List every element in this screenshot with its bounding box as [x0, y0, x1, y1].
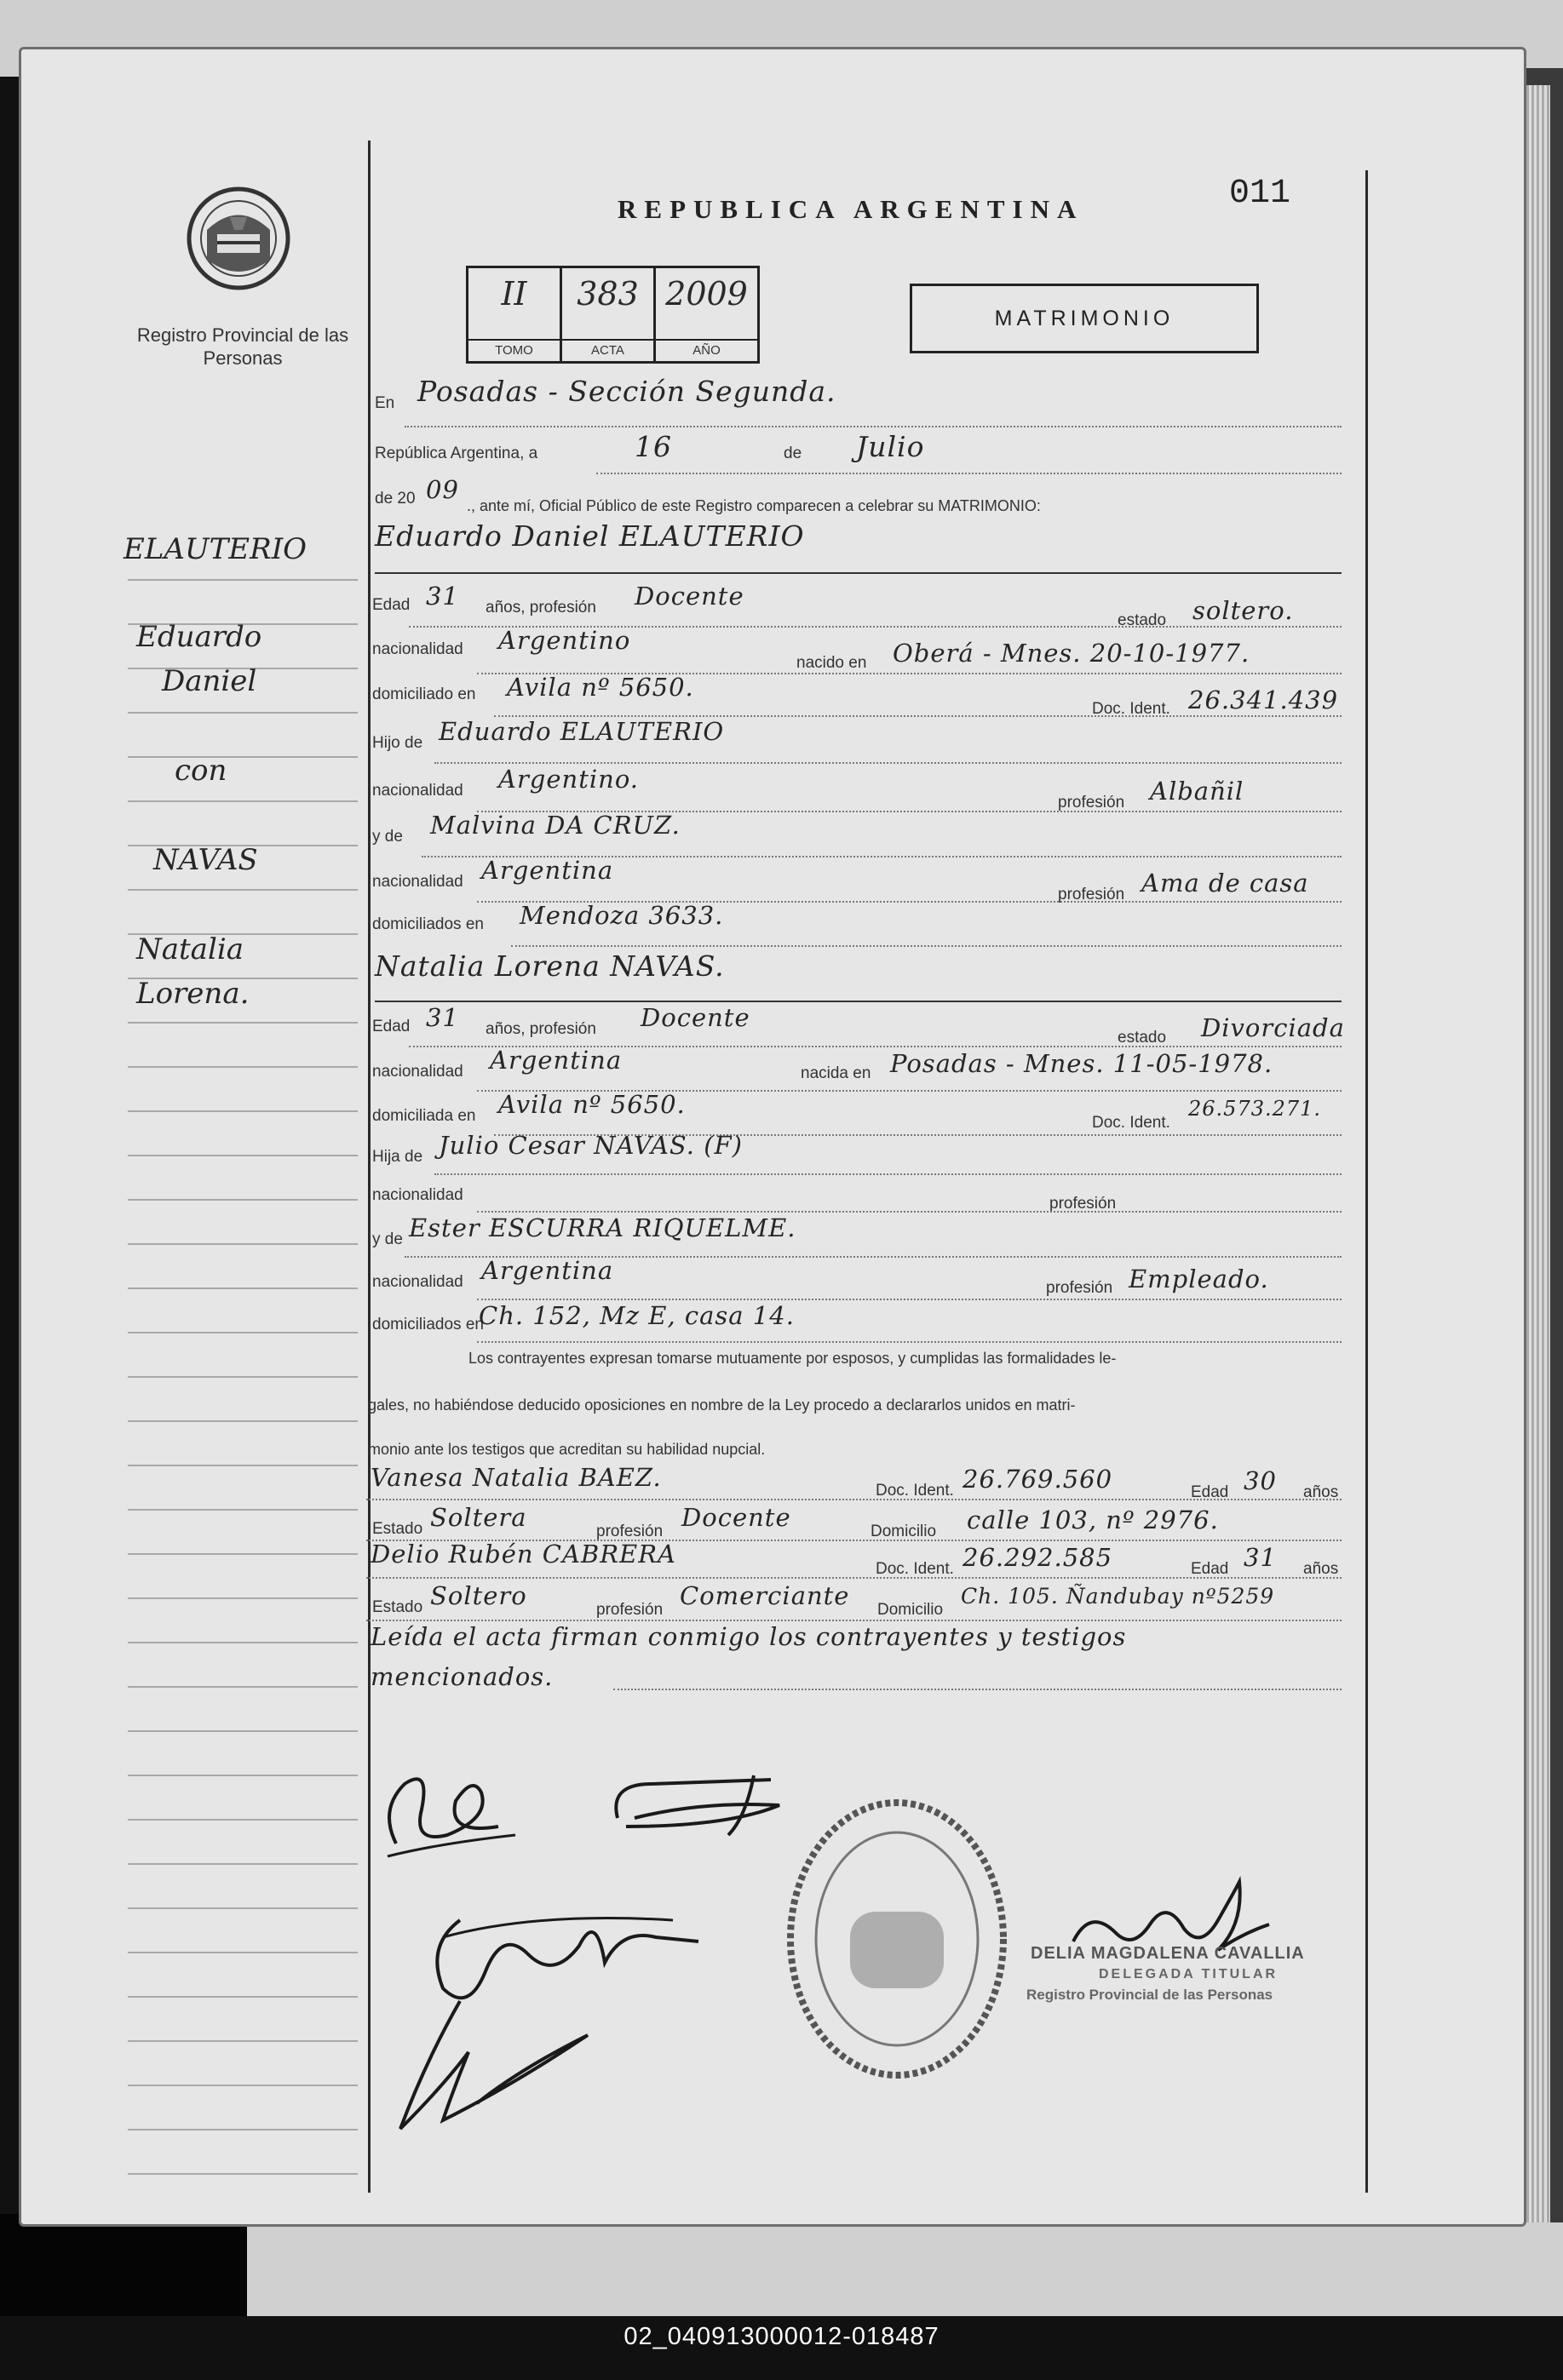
background-bottom-left — [0, 2214, 247, 2316]
groom-address-value: Avila nº 5650. — [507, 673, 694, 702]
month-value: Julio — [856, 430, 925, 463]
margin-ruled-line — [128, 1509, 358, 1511]
year-suffix-value: 09 — [426, 475, 459, 504]
groom-birth-value: Oberá - Mnes. 20-10-1977. — [893, 639, 1250, 668]
label-profesion: profesión — [1046, 1279, 1113, 1297]
label-de-month: de — [784, 444, 802, 462]
margin-ruled-line — [128, 756, 358, 758]
label-edad: Edad — [372, 596, 411, 614]
label-doc-ident: Doc. Ident. — [1092, 700, 1170, 718]
official-office: Registro Provincial de las Personas — [1026, 1987, 1273, 2003]
label-profesion: profesión — [1049, 1195, 1117, 1213]
witness-2-status: Soltero — [430, 1581, 527, 1610]
provincial-seal-icon — [183, 183, 294, 298]
label-anos: años — [1303, 1560, 1339, 1578]
groom-mother-nationality-value: Argentina — [481, 856, 614, 885]
dotted-line — [613, 1689, 1342, 1690]
margin-ruled-line — [128, 1553, 358, 1555]
margin-ruled-line — [128, 889, 358, 891]
witness-1-status: Soltera — [430, 1503, 527, 1532]
margin-name-1: Eduardo — [136, 620, 262, 654]
label-nacionalidad: nacionalidad — [372, 1273, 463, 1291]
label-y-de: y de — [372, 1230, 403, 1248]
dotted-line — [596, 473, 1342, 474]
margin-ruled-line — [128, 1863, 358, 1865]
dotted-line — [477, 1341, 1342, 1343]
groom-profession-value: Docente — [635, 582, 744, 611]
margin-ruled-line — [128, 1287, 358, 1289]
label-hijo-de: Hijo de — [372, 734, 423, 752]
label-estado: estado — [1118, 1029, 1167, 1047]
acta-label: ACTA — [562, 339, 653, 361]
groom-father-nationality-value: Argentino. — [498, 765, 639, 794]
dotted-line — [375, 1001, 1342, 1002]
acta-cell — [562, 268, 656, 361]
margin-ruled-line — [128, 1332, 358, 1333]
label-nacionalidad: nacionalidad — [372, 782, 463, 800]
margin-ruled-line — [128, 1819, 358, 1821]
margin-ruled-line — [128, 1243, 358, 1245]
margin-surname-2: NAVAS — [153, 843, 258, 877]
label-estado: estado — [1118, 611, 1167, 629]
dotted-line — [477, 1299, 1342, 1300]
label-anos-profesion: años, profesión — [486, 599, 596, 617]
left-column-border — [368, 141, 371, 2193]
witness-2-address: Ch. 105. Ñandubay nº5259 — [961, 1584, 1275, 1609]
margin-ruled-line — [128, 1110, 358, 1112]
label-profesion: profesión — [596, 1601, 664, 1619]
margin-ruled-line — [128, 2173, 358, 2175]
official-stamp-icon — [782, 1792, 1012, 2086]
margin-ruled-line — [128, 2129, 358, 2131]
groom-father-profession-value: Albañil — [1150, 777, 1244, 806]
groom-parents-address-value: Mendoza 3633. — [520, 901, 724, 930]
label-estado-cap: Estado — [372, 1598, 423, 1616]
declaration-line-2: gales, no habiéndose deducido oposiciones en nombre de la Ley procedo a declararlos unidos en matri- — [368, 1396, 1076, 1414]
label-domicilio: Domicilio — [877, 1601, 944, 1619]
bride-nationality-value: Argentina — [490, 1046, 623, 1075]
bride-age-value: 31 — [426, 1003, 459, 1032]
anio-value: 2009 — [665, 275, 748, 313]
day-value: 16 — [635, 430, 672, 463]
label-edad: Edad — [1191, 1560, 1229, 1578]
tomo-value: II — [501, 275, 527, 313]
margin-ruled-line — [128, 1376, 358, 1378]
bride-name-value: Natalia Lorena NAVAS. — [375, 949, 725, 983]
official-name: DELIA MAGDALENA CAVALLIA — [1031, 1944, 1305, 1963]
groom-mother-profession-value: Ama de casa — [1141, 869, 1309, 898]
signature-witness-2 — [392, 1993, 596, 2137]
groom-age-value: 31 — [426, 582, 459, 611]
place-value: Posadas - Sección Segunda. — [417, 375, 836, 408]
label-ante-mi: ., ante mí, Oficial Público de este Registro comparecen a celebrar su MATRIMONIO: — [467, 497, 1041, 514]
label-anos-profesion: años, profesión — [486, 1020, 596, 1038]
margin-ruled-line — [128, 1199, 358, 1201]
label-profesion: profesión — [596, 1523, 664, 1540]
declaration-line-1: Los contrayentes expresan tomarse mutuamente por esposos, y cumplidas las formalidades le- — [468, 1350, 1117, 1367]
witness-2-name: Delio Rubén CABRERA — [371, 1540, 676, 1569]
signature-groom — [371, 1758, 524, 1869]
dotted-line — [366, 1620, 1342, 1621]
margin-ruled-line — [128, 2040, 358, 2042]
margin-name-3: Natalia — [136, 932, 244, 966]
registry-name: Registro Provincial de las Personas — [136, 324, 349, 369]
witness-1-address: calle 103, nº 2976. — [967, 1505, 1219, 1534]
label-domicilio: Domicilio — [871, 1523, 937, 1540]
margin-ruled-line — [128, 1420, 358, 1422]
margin-ruled-line — [128, 800, 358, 802]
margin-ruled-line — [128, 1642, 358, 1643]
margin-ruled-line — [128, 1775, 358, 1776]
groom-name-value: Eduardo Daniel ELAUTERIO — [375, 519, 805, 553]
label-nacionalidad: nacionalidad — [372, 873, 463, 891]
official-title: DELEGADA TITULAR — [1099, 1967, 1279, 1981]
groom-nationality-value: Argentino — [498, 626, 631, 655]
margin-ruled-line — [128, 712, 358, 714]
groom-mother-value: Malvina DA CRUZ. — [430, 811, 681, 840]
label-estado-cap: Estado — [372, 1520, 423, 1538]
witness-1-profession: Docente — [681, 1503, 791, 1532]
folio-number: 011 — [1229, 175, 1291, 213]
tomo-label: TOMO — [468, 339, 560, 361]
witness-1-doc: 26.769.560 — [963, 1465, 1113, 1494]
dotted-line — [434, 762, 1342, 764]
margin-name-4: Lorena. — [136, 977, 250, 1011]
witness-1-name: Vanesa Natalia BAEZ. — [371, 1463, 662, 1492]
label-hija-de: Hija de — [372, 1148, 423, 1166]
witness-2-age: 31 — [1244, 1543, 1277, 1572]
label-en: En — [375, 394, 395, 412]
dotted-line — [477, 1211, 1342, 1213]
label-nacionalidad: nacionalidad — [372, 1063, 463, 1081]
label-domiciliados-en: domiciliados en — [372, 915, 484, 933]
witness-2-profession: Comerciante — [680, 1581, 850, 1610]
anio-label: AÑO — [656, 339, 757, 361]
groom-status-value: soltero. — [1192, 596, 1294, 625]
label-de-year: de 20 — [375, 490, 416, 508]
dotted-line — [366, 1577, 1342, 1579]
margin-ruled-line — [128, 1465, 358, 1466]
label-edad: Edad — [1191, 1483, 1229, 1501]
dotted-line — [511, 945, 1342, 947]
margin-surname: ELAUTERIO — [124, 532, 307, 566]
label-republica: República Argentina, a — [375, 444, 538, 462]
bride-profession-value: Docente — [641, 1003, 750, 1032]
closing-line-2: mencionados. — [371, 1662, 554, 1691]
declaration-line-3: monio ante los testigos que acreditan su habilidad nupcial. — [368, 1441, 766, 1458]
label-profesion: profesión — [1058, 794, 1125, 811]
bride-mother-nationality-value: Argentina — [481, 1256, 614, 1285]
dotted-line — [366, 1499, 1342, 1500]
label-nacionalidad: nacionalidad — [372, 640, 463, 658]
groom-doc-value: 26.341.439 — [1188, 685, 1339, 714]
bride-mother-profession-value: Empleado. — [1129, 1265, 1269, 1293]
label-doc-ident: Doc. Ident. — [876, 1560, 954, 1578]
country-title: REPUBLICA ARGENTINA — [618, 194, 1084, 224]
right-column-border — [1365, 170, 1368, 2193]
margin-ruled-line — [128, 1952, 358, 1953]
document-type-box: MATRIMONIO — [910, 284, 1259, 353]
image-id-footer: 02_040913000012-018487 — [623, 2323, 940, 2350]
anio-cell — [656, 268, 757, 361]
label-nacida-en: nacida en — [801, 1064, 871, 1082]
closing-line-1: Leída el acta firman conmigo los contrayentes y testigos — [371, 1622, 1127, 1651]
label-nacido-en: nacido en — [796, 654, 867, 672]
dotted-line — [405, 426, 1342, 427]
dotted-line — [375, 572, 1342, 574]
label-doc-ident: Doc. Ident. — [1092, 1114, 1170, 1132]
label-doc-ident: Doc. Ident. — [876, 1482, 954, 1500]
margin-ruled-line — [128, 1155, 358, 1156]
background-bottom — [247, 2222, 1563, 2316]
margin-name-2: Daniel — [162, 664, 257, 698]
label-domiciliada-en: domiciliada en — [372, 1107, 476, 1125]
groom-father-value: Eduardo ELAUTERIO — [439, 717, 725, 746]
margin-ruled-line — [128, 1730, 358, 1732]
bride-address-value: Avila nº 5650. — [498, 1090, 686, 1119]
bride-status-value: Divorciada — [1201, 1013, 1345, 1042]
bride-doc-value: 26.573.271. — [1188, 1097, 1322, 1121]
witness-1-age: 30 — [1244, 1466, 1277, 1495]
bride-parents-address-value: Ch. 152, Mz E, casa 14. — [479, 1301, 795, 1330]
label-y-de: y de — [372, 828, 403, 846]
margin-ruled-line — [128, 579, 358, 581]
document-page — [19, 47, 1526, 2227]
tomo-acta-anio-box — [466, 266, 760, 364]
margin-ruled-line — [128, 1996, 358, 1998]
label-anos: años — [1303, 1483, 1339, 1501]
margin-ruled-line — [128, 1022, 358, 1024]
label-domiciliado-en: domiciliado en — [372, 685, 476, 703]
label-domiciliados-en: domiciliados en — [372, 1316, 484, 1333]
tomo-cell — [468, 268, 562, 361]
label-profesion: profesión — [1058, 886, 1125, 903]
witness-2-doc: 26.292.585 — [963, 1543, 1113, 1572]
bride-father-value: Julio Cesar NAVAS. (F) — [439, 1131, 743, 1160]
bride-birth-value: Posadas - Mnes. 11-05-1978. — [890, 1049, 1273, 1078]
margin-ruled-line — [128, 1066, 358, 1068]
signature-bride — [600, 1767, 796, 1844]
margin-ruled-line — [128, 2085, 358, 2086]
margin-ruled-line — [128, 1907, 358, 1909]
bride-mother-value: Ester ESCURRA RIQUELME. — [409, 1213, 796, 1242]
acta-value: 383 — [577, 275, 639, 313]
margin-ruled-line — [128, 1597, 358, 1599]
dotted-line — [434, 1173, 1342, 1175]
label-edad: Edad — [372, 1018, 411, 1035]
margin-con: con — [175, 754, 227, 788]
margin-ruled-line — [128, 1686, 358, 1688]
label-nacionalidad: nacionalidad — [372, 1186, 463, 1204]
